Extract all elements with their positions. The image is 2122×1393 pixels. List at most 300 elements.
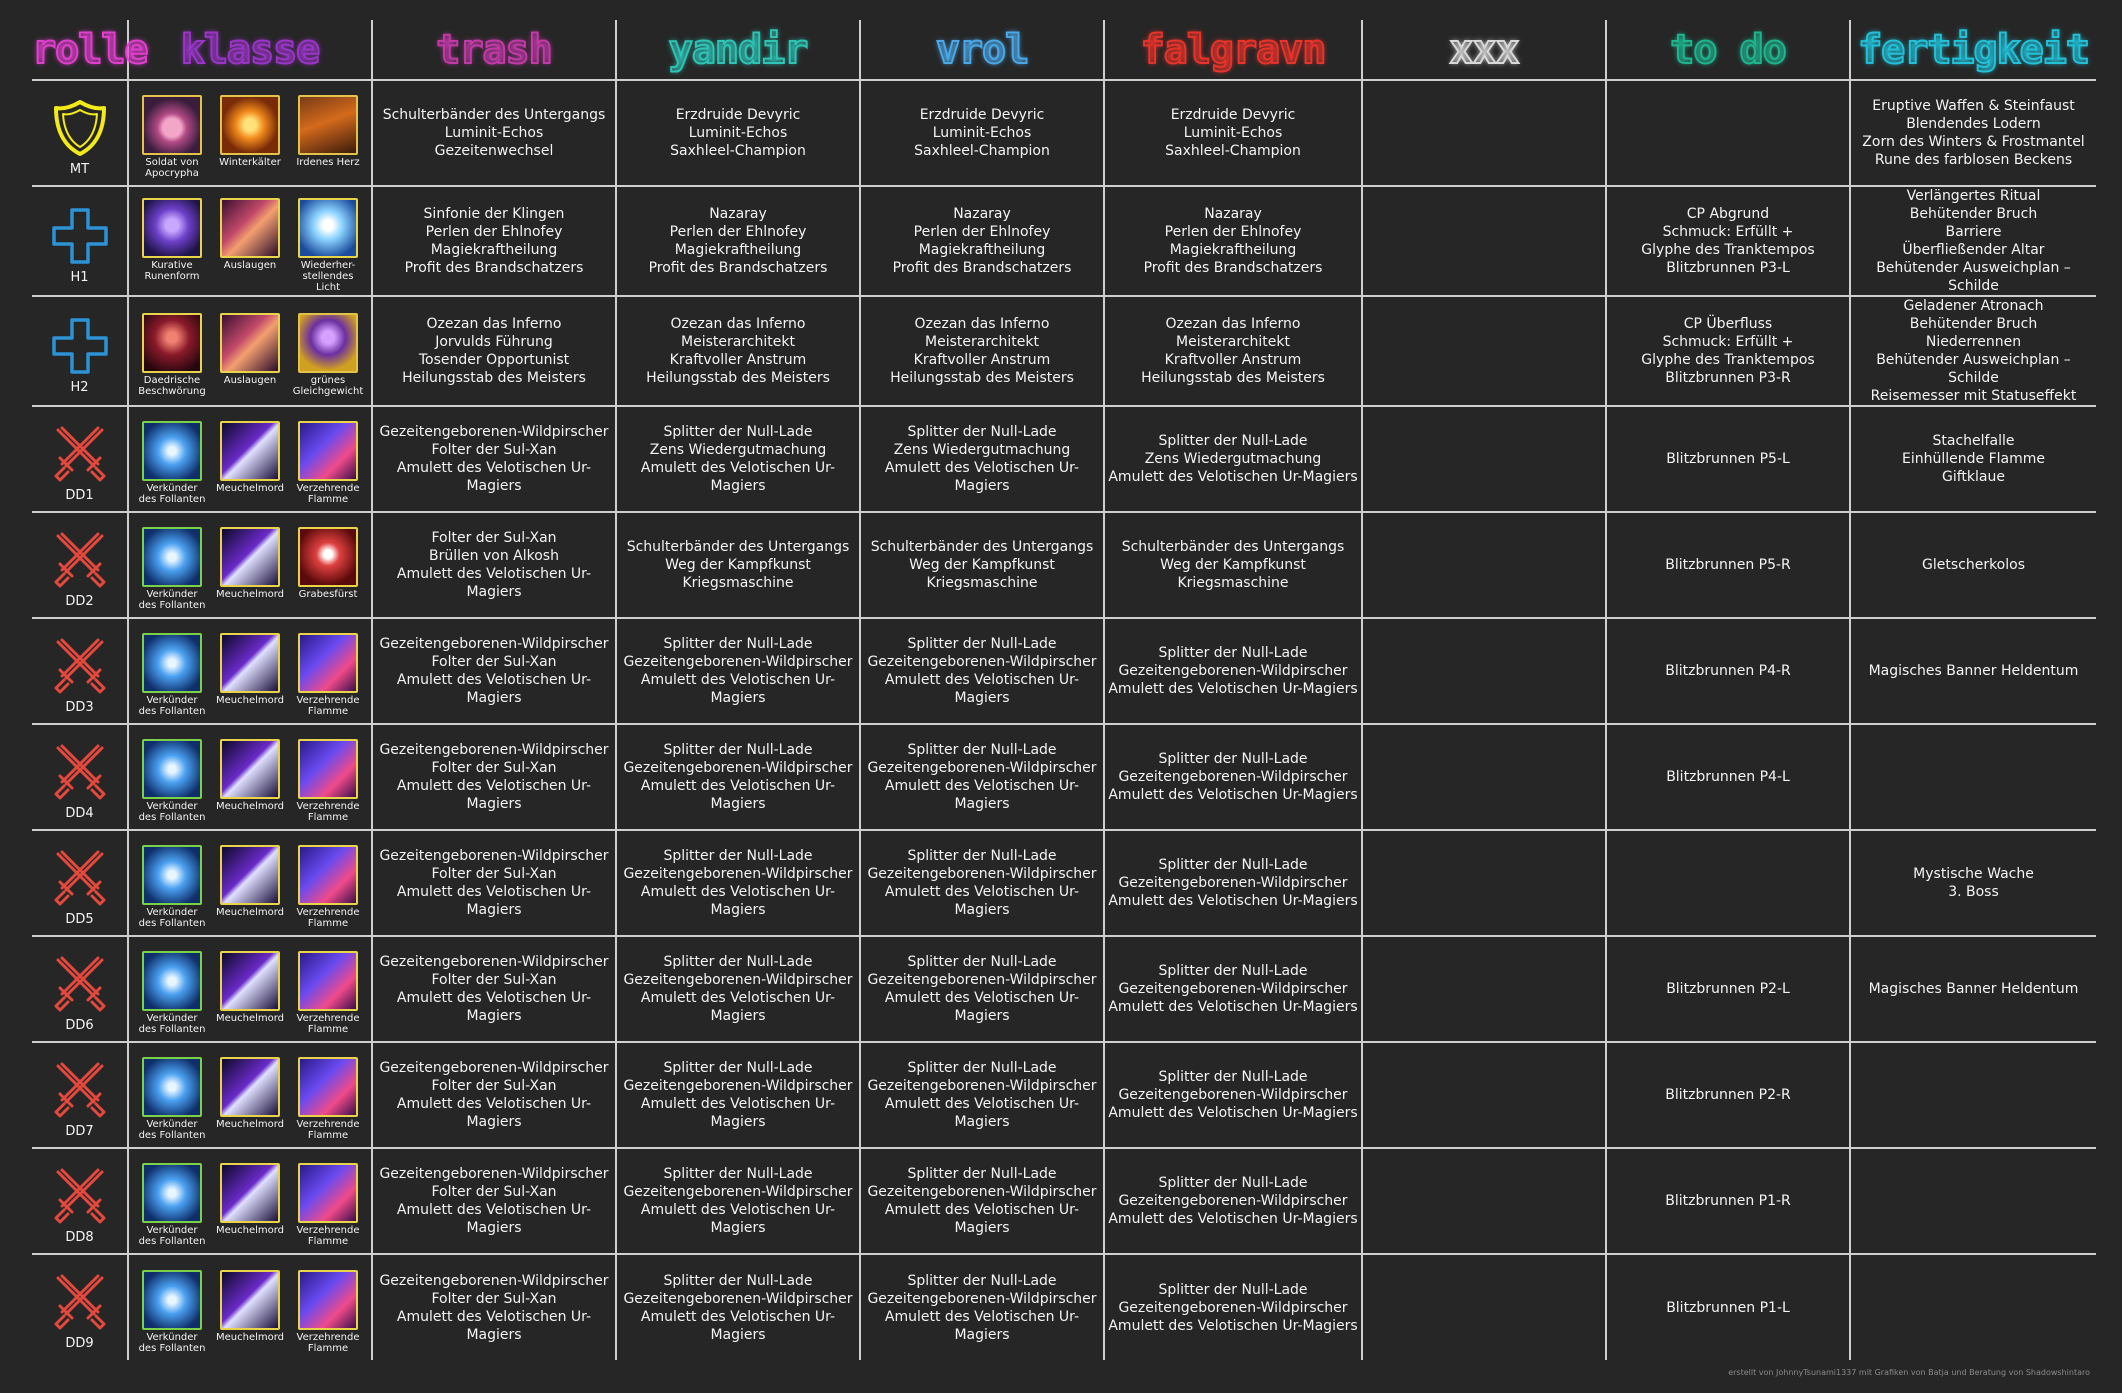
skill-icon (298, 739, 358, 799)
trash-cell (372, 80, 616, 186)
klasse-cell (128, 186, 372, 296)
yandir-text: Nazaray Perlen der Ehlnofey Magiekraftheilung Profit des Brandschatzers (648, 206, 828, 276)
skill-slot (138, 951, 206, 1035)
todo-cell (1606, 406, 1850, 512)
skill-name: Meuchelmord (215, 801, 285, 812)
skill-slot (138, 95, 206, 179)
falgravn-text: Splitter der Null-Lade Zens Wiedergutmachung Amulett des Velotischen Ur-Magiers (1108, 433, 1358, 485)
skill-name: Meuchelmord (215, 1225, 285, 1236)
skill-slot (294, 739, 362, 823)
yandir-text: Splitter der Null-Lade Gezeitengeborenen-Wildpirscher Amulett des Velotischen Ur-Magiers (623, 636, 853, 706)
klasse-cell (128, 1042, 372, 1148)
table-row (32, 80, 2096, 186)
falgravn-cell (1104, 1254, 1362, 1360)
skill-name: Meuchelmord (215, 1013, 285, 1024)
skill-icon (298, 95, 358, 155)
falgravn-text: Splitter der Null-Lade Gezeitengeborenen-Wildpirscher Amulett des Velotischen Ur-Magiers (1108, 1281, 1358, 1334)
skill-name: Verzehrende Flamme (296, 1013, 360, 1035)
skill-slot (294, 95, 362, 168)
role-label: DD7 (65, 1123, 94, 1139)
skill-icon (220, 1057, 280, 1117)
skill-icon (220, 198, 280, 258)
skill-name: Meuchelmord (215, 907, 285, 918)
klasse-cell (128, 80, 372, 186)
skill-slot (138, 421, 206, 505)
skill-name: Meuchelmord (215, 695, 285, 706)
cross-icon (32, 204, 127, 268)
raid-assignment-table (32, 20, 2096, 1360)
role-label: DD6 (65, 1017, 94, 1033)
skill-slot (216, 633, 284, 706)
skill-slot (216, 421, 284, 494)
role-label: DD1 (65, 487, 94, 503)
vrol-cell (860, 186, 1104, 296)
role-label: MT (69, 161, 90, 177)
skill-slot (216, 1270, 284, 1343)
swords-icon (32, 846, 127, 910)
falgravn-text: Splitter der Null-Lade Gezeitengeborenen-Wildpirscher Amulett des Velotischen Ur-Magiers (1108, 1175, 1358, 1227)
xxx-cell (1362, 186, 1606, 296)
skill-icon (220, 951, 280, 1011)
skill-icon (142, 1163, 202, 1223)
skill-slot (138, 845, 206, 929)
trash-text: Gezeitengeborenen-Wildpirscher Folter der Sul-Xan Amulett des Velotischen Ur-Magiers (379, 848, 609, 918)
swords-icon (32, 634, 127, 698)
skill-name: Verkünder des Follanten (138, 801, 206, 823)
skill-slot (138, 198, 206, 282)
skill-name: Meuchelmord (215, 483, 285, 494)
skill-name: grünes Gleichgewicht (292, 375, 364, 397)
role-cell (32, 1042, 128, 1148)
skill-name: Verzehrende Flamme (296, 695, 360, 717)
fertigkeit-cell (1850, 1148, 2096, 1254)
vrol-cell (860, 296, 1104, 406)
skill-icon (220, 633, 280, 693)
swords-icon (32, 740, 127, 804)
trash-text: Gezeitengeborenen-Wildpirscher Folter der Sul-Xan Amulett des Velotischen Ur-Magiers (379, 424, 609, 494)
skill-slot (294, 527, 362, 600)
fertigkeit-cell (1850, 830, 2096, 936)
skill-icon (298, 1057, 358, 1117)
header-row (32, 20, 2096, 80)
trash-cell (372, 406, 616, 512)
skill-slot (294, 1270, 362, 1354)
skill-name: Wiederher- stellendes Licht (300, 259, 356, 293)
vrol-cell (860, 936, 1104, 1042)
skill-icon (142, 845, 202, 905)
skill-name: Irdenes Herz (296, 157, 360, 168)
header-trash: trash (372, 20, 616, 80)
skill-icon (142, 739, 202, 799)
skill-icon (298, 313, 358, 373)
vrol-text: Splitter der Null-Lade Gezeitengeborenen-Wildpirscher Amulett des Velotischen Ur-Magiers (867, 742, 1097, 812)
trash-cell (372, 830, 616, 936)
role-cell (32, 186, 128, 296)
swords-icon (32, 1164, 127, 1228)
skill-name: Soldat von Apocrypha (145, 157, 199, 179)
table-row (32, 406, 2096, 512)
vrol-text: Schulterbänder des Untergangs Weg der Kampfkunst Kriegsmaschine (870, 539, 1094, 591)
skill-slot (294, 633, 362, 717)
yandir-text: Splitter der Null-Lade Gezeitengeborenen-Wildpirscher Amulett des Velotischen Ur-Magiers (623, 1166, 853, 1236)
skill-name: Verkünder des Follanten (138, 1119, 206, 1141)
yandir-cell (616, 186, 860, 296)
yandir-text: Splitter der Null-Lade Gezeitengeborenen-Wildpirscher Amulett des Velotischen Ur-Magiers (623, 1272, 853, 1343)
skill-icon (220, 421, 280, 481)
yandir-cell (616, 1148, 860, 1254)
skill-name: Grabesfürst (298, 589, 358, 600)
vrol-cell (860, 80, 1104, 186)
swords-icon (32, 422, 127, 486)
skill-name: Auslaugen (223, 259, 277, 271)
vrol-text: Splitter der Null-Lade Gezeitengeborenen-Wildpirscher Amulett des Velotischen Ur-Magiers (867, 1166, 1097, 1236)
skill-slot (216, 739, 284, 812)
skill-icon (142, 313, 202, 373)
trash-cell (372, 186, 616, 296)
skill-slot (216, 198, 284, 271)
yandir-cell (616, 936, 860, 1042)
falgravn-cell (1104, 724, 1362, 830)
falgravn-cell (1104, 186, 1362, 296)
fertigkeit-text: Verlängertes Ritual Behütender Bruch Barriere Überfließender Altar Behütender Ausweichplan – Schilde (1876, 188, 2071, 294)
role-label: DD3 (65, 699, 94, 715)
yandir-cell (616, 830, 860, 936)
role-cell (32, 830, 128, 936)
skill-slot (294, 421, 362, 505)
todo-cell (1606, 296, 1850, 406)
fertigkeit-text: Geladener Atronach Behütender Bruch Niederrennen Behütender Ausweichplan – Schilde Reisemesser mit Statuseffekt (1870, 298, 2077, 404)
skill-slot (138, 313, 206, 397)
skill-icon (220, 739, 280, 799)
todo-cell (1606, 80, 1850, 186)
trash-text: Gezeitengeborenen-Wildpirscher Folter der Sul-Xan Amulett des Velotischen Ur-Magiers (379, 1060, 609, 1130)
xxx-cell (1362, 80, 1606, 186)
fertigkeit-text: Stachelfalle Einhüllende Flamme Giftklaue (1902, 433, 2045, 485)
todo-text: CP Überfluss Schmuck: Erfüllt + Glyphe des Tranktempos Blitzbrunnen P3-R (1641, 316, 1815, 386)
xxx-cell (1362, 512, 1606, 618)
falgravn-cell (1104, 80, 1362, 186)
fertigkeit-text: Magisches Banner Heldentum (1868, 981, 2079, 997)
todo-text: Blitzbrunnen P5-L (1666, 451, 1790, 467)
skill-name: Verzehrende Flamme (296, 1119, 360, 1141)
header-todo: to do (1606, 20, 1850, 80)
falgravn-cell (1104, 512, 1362, 618)
vrol-cell (860, 618, 1104, 724)
todo-text: Blitzbrunnen P2-L (1666, 981, 1790, 997)
falgravn-text: Nazaray Perlen der Ehlnofey Magiekraftheilung Profit des Brandschatzers (1143, 206, 1323, 276)
table-row (32, 830, 2096, 936)
skill-name: Daedrische Beschwörung (138, 375, 206, 397)
role-cell (32, 512, 128, 618)
skill-icon (220, 313, 280, 373)
todo-cell (1606, 830, 1850, 936)
skill-slot (216, 95, 284, 168)
todo-cell (1606, 512, 1850, 618)
xxx-cell (1362, 296, 1606, 406)
todo-cell (1606, 1042, 1850, 1148)
todo-cell (1606, 618, 1850, 724)
role-cell (32, 80, 128, 186)
vrol-text: Splitter der Null-Lade Gezeitengeborenen-Wildpirscher Amulett des Velotischen Ur-Magiers (867, 636, 1097, 706)
skill-name: Verkünder des Follanten (138, 589, 206, 611)
falgravn-text: Schulterbänder des Untergangs Weg der Kampfkunst Kriegsmaschine (1121, 539, 1345, 591)
fertigkeit-text: Mystische Wache 3. Boss (1913, 866, 2034, 900)
table-row (32, 186, 2096, 296)
table-row (32, 1254, 2096, 1360)
xxx-cell (1362, 936, 1606, 1042)
xxx-cell (1362, 1254, 1606, 1360)
fertigkeit-cell (1850, 406, 2096, 512)
vrol-cell (860, 406, 1104, 512)
skill-icon (298, 421, 358, 481)
fertigkeit-cell (1850, 80, 2096, 186)
klasse-cell (128, 936, 372, 1042)
skill-icon (220, 845, 280, 905)
falgravn-cell (1104, 618, 1362, 724)
falgravn-text: Splitter der Null-Lade Gezeitengeborenen-Wildpirscher Amulett des Velotischen Ur-Magiers (1108, 645, 1358, 697)
falgravn-text: Erzdruide Devyric Luminit-Echos Saxhleel-Champion (1165, 107, 1301, 159)
skill-name: Verzehrende Flamme (296, 1331, 360, 1354)
table-row (32, 512, 2096, 618)
skill-icon (142, 1270, 202, 1330)
trash-text: Sinfonie der Klingen Perlen der Ehlnofey Magiekraftheilung Profit des Brandschatzers (404, 206, 584, 276)
table-row (32, 296, 2096, 406)
skill-name: Verzehrende Flamme (296, 483, 360, 505)
klasse-cell (128, 1254, 372, 1360)
vrol-text: Splitter der Null-Lade Gezeitengeborenen-Wildpirscher Amulett des Velotischen Ur-Magiers (867, 1272, 1097, 1343)
cross-icon (32, 314, 127, 378)
trash-cell (372, 1254, 616, 1360)
trash-text: Gezeitengeborenen-Wildpirscher Folter der Sul-Xan Amulett des Velotischen Ur-Magiers (379, 742, 609, 812)
yandir-text: Splitter der Null-Lade Gezeitengeborenen-Wildpirscher Amulett des Velotischen Ur-Magiers (623, 742, 853, 812)
swords-icon (32, 1270, 127, 1334)
role-cell (32, 1254, 128, 1360)
yandir-text: Ozezan das Inferno Meisterarchitekt Kraftvoller Anstrum Heilungsstab des Meisters (646, 316, 830, 386)
vrol-cell (860, 1042, 1104, 1148)
xxx-cell (1362, 406, 1606, 512)
role-cell (32, 936, 128, 1042)
header-yandir: yandir (616, 20, 860, 80)
skill-slot (294, 1163, 362, 1247)
yandir-text: Splitter der Null-Lade Gezeitengeborenen-Wildpirscher Amulett des Velotischen Ur-Magiers (623, 848, 853, 918)
yandir-text: Splitter der Null-Lade Zens Wiedergutmachung Amulett des Velotischen Ur-Magiers (640, 424, 836, 494)
table-row (32, 724, 2096, 830)
role-label: DD2 (65, 593, 94, 609)
yandir-text: Splitter der Null-Lade Gezeitengeborenen-Wildpirscher Amulett des Velotischen Ur-Magiers (623, 954, 853, 1024)
xxx-cell (1362, 1148, 1606, 1254)
fertigkeit-cell (1850, 1042, 2096, 1148)
yandir-cell (616, 512, 860, 618)
skill-icon (142, 95, 202, 155)
skill-icon (220, 1163, 280, 1223)
skill-slot (216, 313, 284, 386)
header-fertigkeit: fertigkeit (1850, 20, 2096, 80)
skill-name: Kurative Runenform (144, 259, 200, 282)
role-label: DD5 (65, 911, 94, 927)
klasse-cell (128, 296, 372, 406)
skill-slot (138, 1270, 206, 1354)
todo-cell (1606, 936, 1850, 1042)
trash-cell (372, 1042, 616, 1148)
fertigkeit-cell (1850, 186, 2096, 296)
role-label: DD9 (65, 1336, 94, 1351)
fertigkeit-text: Eruptive Waffen & Steinfaust Blendendes Lodern Zorn des Winters & Frostmantel Rune des farblosen Beckens (1862, 98, 2085, 168)
falgravn-text: Splitter der Null-Lade Gezeitengeborenen-Wildpirscher Amulett des Velotischen Ur-Magiers (1108, 751, 1358, 803)
skill-icon (220, 95, 280, 155)
trash-cell (372, 1148, 616, 1254)
header-rolle: rolle (32, 26, 148, 73)
table-row (32, 936, 2096, 1042)
todo-text: Blitzbrunnen P5-R (1665, 557, 1791, 573)
vrol-text: Splitter der Null-Lade Zens Wiedergutmachung Amulett des Velotischen Ur-Magiers (884, 424, 1080, 494)
yandir-cell (616, 1042, 860, 1148)
vrol-text: Nazaray Perlen der Ehlnofey Magiekraftheilung Profit des Brandschatzers (892, 206, 1072, 276)
todo-text: Blitzbrunnen P2-R (1665, 1087, 1791, 1103)
table-row (32, 618, 2096, 724)
fertigkeit-cell (1850, 936, 2096, 1042)
todo-text: Blitzbrunnen P4-L (1666, 769, 1790, 785)
vrol-cell (860, 512, 1104, 618)
trash-cell (372, 618, 616, 724)
trash-text: Gezeitengeborenen-Wildpirscher Folter der Sul-Xan Amulett des Velotischen Ur-Magiers (379, 636, 609, 706)
skill-name: Auslaugen (223, 375, 277, 386)
skill-slot (216, 1057, 284, 1130)
todo-cell (1606, 1148, 1850, 1254)
klasse-cell (128, 406, 372, 512)
header-klasse: klasse (128, 20, 372, 80)
swords-icon (32, 952, 127, 1016)
skill-slot (294, 845, 362, 929)
skill-icon (298, 951, 358, 1011)
falgravn-text: Ozezan das Inferno Meisterarchitekt Kraftvoller Anstrum Heilungsstab des Meisters (1141, 316, 1325, 386)
role-cell (32, 724, 128, 830)
role-label: H1 (70, 269, 89, 285)
table-row (32, 1042, 2096, 1148)
skill-slot (138, 739, 206, 823)
falgravn-text: Splitter der Null-Lade Gezeitengeborenen-Wildpirscher Amulett des Velotischen Ur-Magiers (1108, 963, 1358, 1015)
yandir-cell (616, 80, 860, 186)
skill-icon (298, 527, 358, 587)
skill-icon (298, 198, 358, 258)
todo-cell (1606, 1254, 1850, 1360)
header-falgravn: falgravn (1104, 20, 1362, 80)
swords-icon (32, 528, 127, 592)
skill-name: Verzehrende Flamme (296, 1225, 360, 1247)
falgravn-cell (1104, 1148, 1362, 1254)
yandir-cell (616, 724, 860, 830)
vrol-text: Ozezan das Inferno Meisterarchitekt Kraftvoller Anstrum Heilungsstab des Meisters (890, 316, 1074, 386)
vrol-cell (860, 1254, 1104, 1360)
todo-cell (1606, 186, 1850, 296)
vrol-text: Splitter der Null-Lade Gezeitengeborenen-Wildpirscher Amulett des Velotischen Ur-Magiers (867, 954, 1097, 1024)
todo-text: Blitzbrunnen P4-R (1665, 663, 1791, 679)
skill-name: Verkünder des Follanten (138, 483, 206, 505)
skill-name: Verkünder des Follanten (138, 695, 206, 717)
fertigkeit-cell (1850, 512, 2096, 618)
klasse-cell (128, 1148, 372, 1254)
yandir-text: Erzdruide Devyric Luminit-Echos Saxhleel-Champion (670, 107, 806, 159)
skill-name: Meuchelmord (215, 1331, 285, 1343)
skill-name: Verkünder des Follanten (138, 1331, 206, 1354)
shield-icon (32, 96, 127, 160)
falgravn-text: Splitter der Null-Lade Gezeitengeborenen-Wildpirscher Amulett des Velotischen Ur-Magiers (1108, 857, 1358, 909)
skill-name: Verzehrende Flamme (296, 801, 360, 823)
todo-cell (1606, 724, 1850, 830)
xxx-cell (1362, 1042, 1606, 1148)
falgravn-cell (1104, 406, 1362, 512)
falgravn-cell (1104, 1042, 1362, 1148)
fertigkeit-cell (1850, 296, 2096, 406)
trash-text: Gezeitengeborenen-Wildpirscher Folter der Sul-Xan Amulett des Velotischen Ur-Magiers (379, 954, 609, 1024)
klasse-cell (128, 724, 372, 830)
trash-text: Schulterbänder des Untergangs Luminit-Echos Gezeitenwechsel (382, 107, 606, 159)
yandir-cell (616, 1254, 860, 1360)
fertigkeit-cell (1850, 724, 2096, 830)
fertigkeit-text: Magisches Banner Heldentum (1868, 663, 2079, 679)
swords-icon (32, 1058, 127, 1122)
skill-name: Meuchelmord (215, 1119, 285, 1130)
falgravn-cell (1104, 936, 1362, 1042)
falgravn-cell (1104, 296, 1362, 406)
skill-icon (220, 527, 280, 587)
falgravn-text: Splitter der Null-Lade Gezeitengeborenen-Wildpirscher Amulett des Velotischen Ur-Magiers (1108, 1069, 1358, 1121)
skill-icon (142, 421, 202, 481)
xxx-cell (1362, 724, 1606, 830)
vrol-cell (860, 724, 1104, 830)
vrol-text: Splitter der Null-Lade Gezeitengeborenen-Wildpirscher Amulett des Velotischen Ur-Magiers (867, 1060, 1097, 1130)
trash-cell (372, 512, 616, 618)
todo-text: Blitzbrunnen P1-R (1665, 1193, 1791, 1209)
yandir-cell (616, 406, 860, 512)
trash-cell (372, 296, 616, 406)
klasse-cell (128, 512, 372, 618)
skill-slot (216, 845, 284, 918)
vrol-cell (860, 830, 1104, 936)
skill-name: Meuchelmord (215, 589, 285, 600)
role-label: H2 (70, 379, 89, 395)
skill-slot (138, 1163, 206, 1247)
header-xxx: xxx (1362, 20, 1606, 80)
trash-text: Ozezan das Inferno Jorvulds Führung Tosender Opportunist Heilungsstab des Meisters (402, 316, 586, 386)
trash-text: Gezeitengeborenen-Wildpirscher Folter der Sul-Xan Amulett des Velotischen Ur-Magiers (379, 1166, 609, 1236)
skill-icon (298, 1270, 358, 1330)
vrol-cell (860, 1148, 1104, 1254)
role-label: DD8 (65, 1229, 94, 1245)
fertigkeit-cell (1850, 618, 2096, 724)
role-cell (32, 1148, 128, 1254)
role-label: DD4 (65, 805, 94, 821)
falgravn-cell (1104, 830, 1362, 936)
trash-text: Gezeitengeborenen-Wildpirscher Folter der Sul-Xan Amulett des Velotischen Ur-Magiers (379, 1272, 609, 1343)
skill-icon (142, 633, 202, 693)
skill-slot (294, 1057, 362, 1141)
todo-text: Blitzbrunnen P1-L (1666, 1299, 1790, 1316)
skill-slot (138, 527, 206, 611)
skill-slot (294, 951, 362, 1035)
role-cell (32, 406, 128, 512)
table-row (32, 1148, 2096, 1254)
role-cell (32, 296, 128, 406)
vrol-text: Erzdruide Devyric Luminit-Echos Saxhleel-Champion (914, 107, 1050, 159)
skill-slot (216, 951, 284, 1024)
skill-slot (294, 313, 362, 397)
skill-name: Winterkälter (219, 157, 281, 168)
yandir-cell (616, 296, 860, 406)
xxx-cell (1362, 830, 1606, 936)
skill-name: Verkünder des Follanten (138, 1013, 206, 1035)
skill-icon (298, 1163, 358, 1223)
skill-icon (142, 951, 202, 1011)
